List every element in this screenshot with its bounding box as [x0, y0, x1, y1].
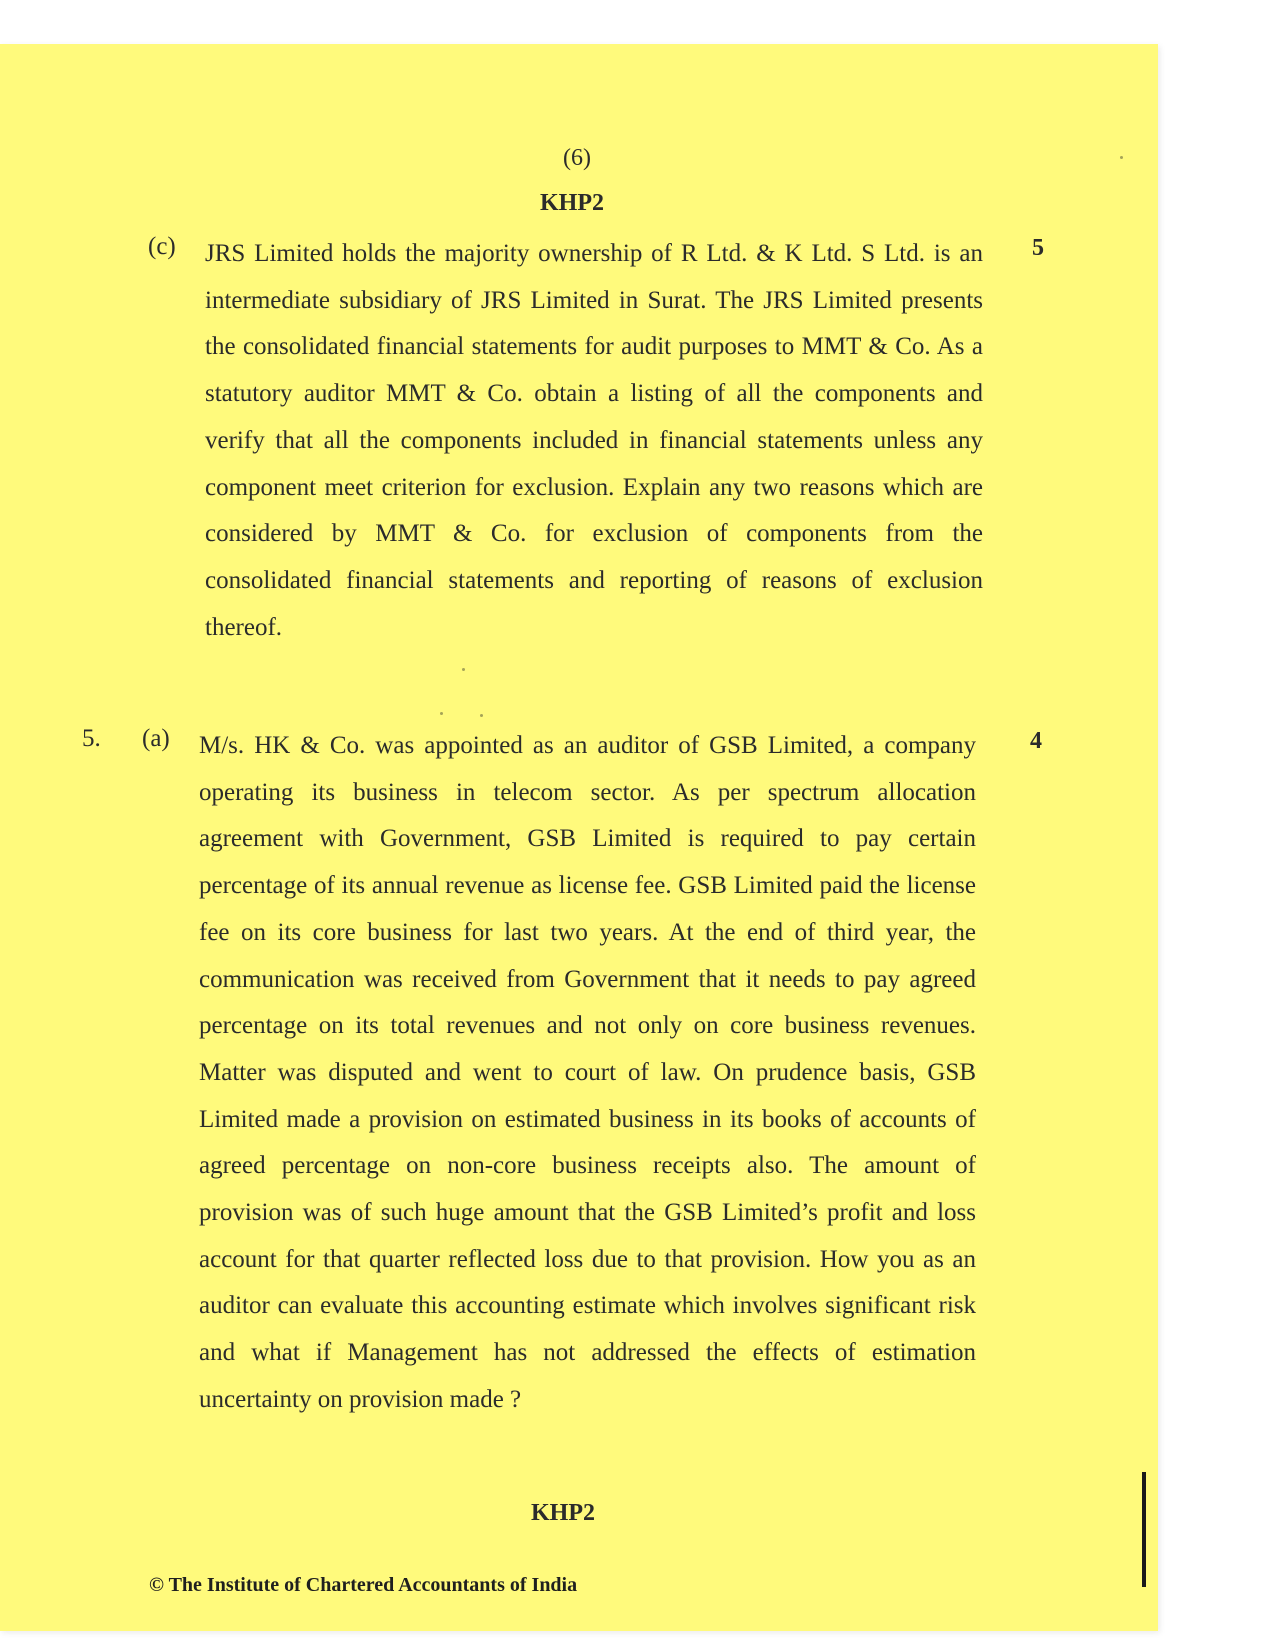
- scan-speck: [440, 712, 443, 715]
- scan-speck: [480, 714, 483, 717]
- copyright-footer: © The Institute of Chartered Accountants of India: [149, 1574, 578, 1596]
- question-5a-text: M/s. HK & Co. was appointed as an auditor of GSB Limited, a company operating its business in telecom sector. As per spectrum allocation agreement with Government, GSB Limited is required to pay certain percentage of its annual revenue as license fee. GSB Limited paid the license fee on its core business for last two years. At the end of third year, the communication was received from Government that it needs to pay agreed percentage on its total revenues and not only on core business revenues. Matter was disputed and went to court of law. On prudence basis, GSB Limited made a provision on estimated business in its books of accounts of agreed percentage on non-core business receipts also. The amount of provision was of such huge amount that the GSB Limited’s profit and loss account for that quarter reflected loss due to that provision. How you as an auditor can evaluate this accounting estimate which involves significant risk and what if Management has not addressed the effects of estimation uncertainty on provision made ?: [199, 732, 976, 1413]
- question-c-text: JRS Limited holds the majority ownership of R Ltd. & K Ltd. S Ltd. is an intermediate subsidiary of JRS Limited in Surat. The JRS Limited presents the consolidated financial statements for audit purposes to MMT & Co. As a statutory auditor MMT & Co. obtain a listing of all the components and verify that all the components included in financial statements unless any component meet criterion for exclusion. Explain any two reasons which are considered by MMT & Co. for exclusion of components from the consolidated financial statements and reporting of reasons of exclusion thereof.: [205, 240, 983, 641]
- question-c-marks: 5: [1032, 235, 1044, 261]
- page-number: (6): [563, 145, 591, 171]
- question-5a-part-label: (a): [142, 725, 170, 752]
- scan-edge-mark: [1142, 1472, 1146, 1587]
- question-5-number: 5.: [82, 725, 101, 752]
- scan-speck: [462, 668, 465, 671]
- question-c-part-label: (c): [148, 233, 176, 260]
- question-5a-marks: 4: [1030, 728, 1042, 754]
- scan-speck: [1120, 156, 1123, 159]
- paper-code-top: KHP2: [540, 190, 604, 216]
- paper-code-bottom: KHP2: [531, 1500, 595, 1526]
